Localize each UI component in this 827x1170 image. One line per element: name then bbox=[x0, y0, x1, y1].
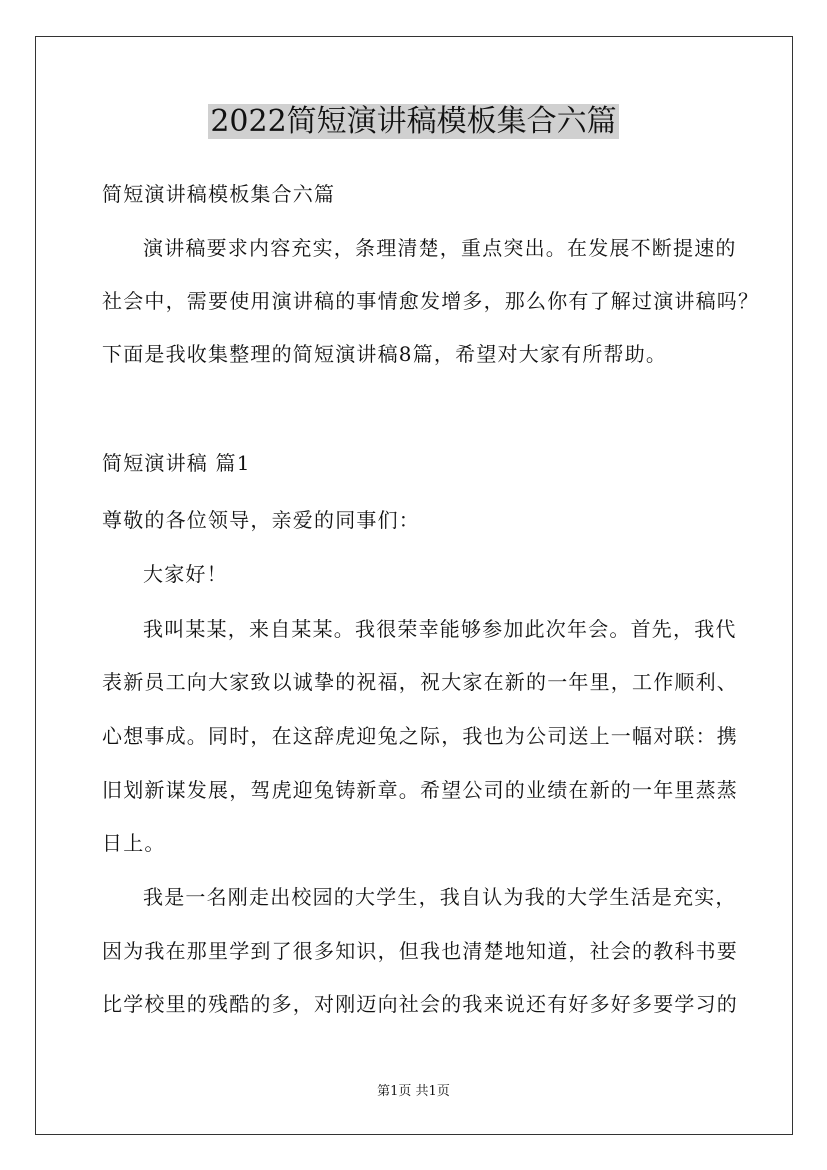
paragraph-line: 因为我在那里学到了很多知识，但我也清楚地知道，社会的教科书要 bbox=[102, 939, 738, 963]
paragraph-line: 心想事成。同时，在这辞虎迎兔之际，我也为公司送上一幅对联：携 bbox=[102, 724, 738, 748]
section-heading: 简短演讲稿 篇1 bbox=[102, 451, 251, 475]
intro-line: 下面是我收集整理的简短演讲稿8篇，希望对大家有所帮助。 bbox=[102, 342, 668, 366]
paragraph-line: 旧划新谋发展，驾虎迎兔铸新章。希望公司的业绩在新的一年里蒸蒸 bbox=[102, 778, 738, 802]
document-title-text: 2022简短演讲稿模板集合六篇 bbox=[210, 104, 617, 139]
paragraph-line: 表新员工向大家致以诚挚的祝福，祝大家在新的一年里，工作顺利、 bbox=[102, 670, 738, 694]
intro-line: 社会中，需要使用演讲稿的事情愈发增多，那么你有了解过演讲稿吗？ bbox=[102, 289, 760, 313]
paragraph-line: 比学校里的残酷的多，对刚迈向社会的我来说还有好多好多要学习的 bbox=[102, 992, 738, 1016]
paragraph-line: 日上。 bbox=[102, 831, 166, 855]
page-footer: 第1页 共1页 bbox=[377, 1084, 450, 1099]
intro-line: 演讲稿要求内容充实，条理清楚，重点突出。在发展不断提速的 bbox=[143, 236, 737, 260]
document-subtitle: 简短演讲稿模板集合六篇 bbox=[102, 182, 336, 206]
paragraph-line: 我叫某某，来自某某。我很荣幸能够参加此次年会。首先，我代 bbox=[143, 617, 737, 641]
paragraph-line: 我是一名刚走出校园的大学生，我自认为我的大学生活是充实， bbox=[143, 885, 737, 909]
greeting: 大家好！ bbox=[143, 562, 228, 586]
salutation: 尊敬的各位领导，亲爱的同事们： bbox=[102, 508, 420, 532]
document-title bbox=[0, 100, 827, 144]
